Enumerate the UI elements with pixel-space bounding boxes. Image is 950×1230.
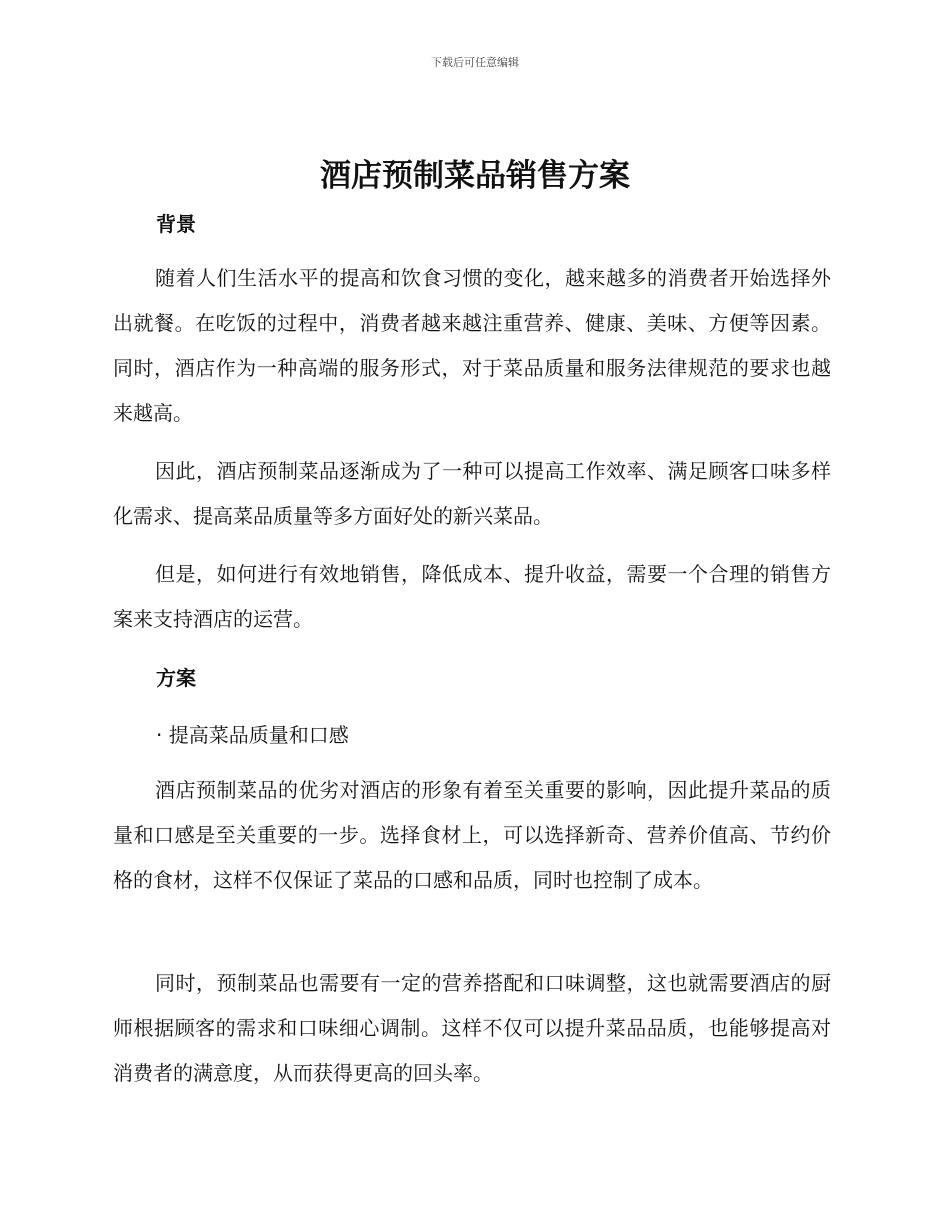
section-heading-background: 背景	[156, 212, 196, 236]
bullet-item-quality: · 提高菜品质量和口感	[156, 723, 349, 747]
document-title: 酒店预制菜品销售方案	[320, 158, 630, 194]
paragraph-background-3: 但是，如何进行有效地销售，降低成本、提升收益，需要一个合理的销售方案来支持酒店的运营。	[113, 562, 831, 631]
paragraph-plan-2: 同时，预制菜品也需要有一定的营养搭配和口味调整，这也就需要酒店的厨师根据顾客的需求和口味细心调制。这样不仅可以提升菜品品质，也能够提高对消费者的满意度，从而获得更高的回头率。	[113, 971, 831, 1085]
paragraph-background-2: 因此，酒店预制菜品逐渐成为了一种可以提高工作效率、满足顾客口味多样化需求、提高菜品质量等多方面好处的新兴菜品。	[113, 459, 831, 528]
paragraph-background-1: 随着人们生活水平的提高和饮食习惯的变化，越来越多的消费者开始选择外出就餐。在吃饭的过程中，消费者越来越注重营养、健康、美味、方便等因素。同时，酒店作为一种高端的服务形式，对于菜品质量和服务法律规范的要求也越来越高。	[113, 266, 831, 425]
section-heading-plan: 方案	[156, 666, 196, 690]
paragraph-plan-1: 酒店预制菜品的优劣对酒店的形象有着至关重要的影响，因此提升菜品的质量和口感是至关重要的一步。选择食材上，可以选择新奇、营养价值高、节约价格的食材，这样不仅保证了菜品的口感和品质，同时也控制了成本。	[113, 778, 831, 892]
page-header-note: 下载后可任意编辑	[431, 56, 519, 69]
